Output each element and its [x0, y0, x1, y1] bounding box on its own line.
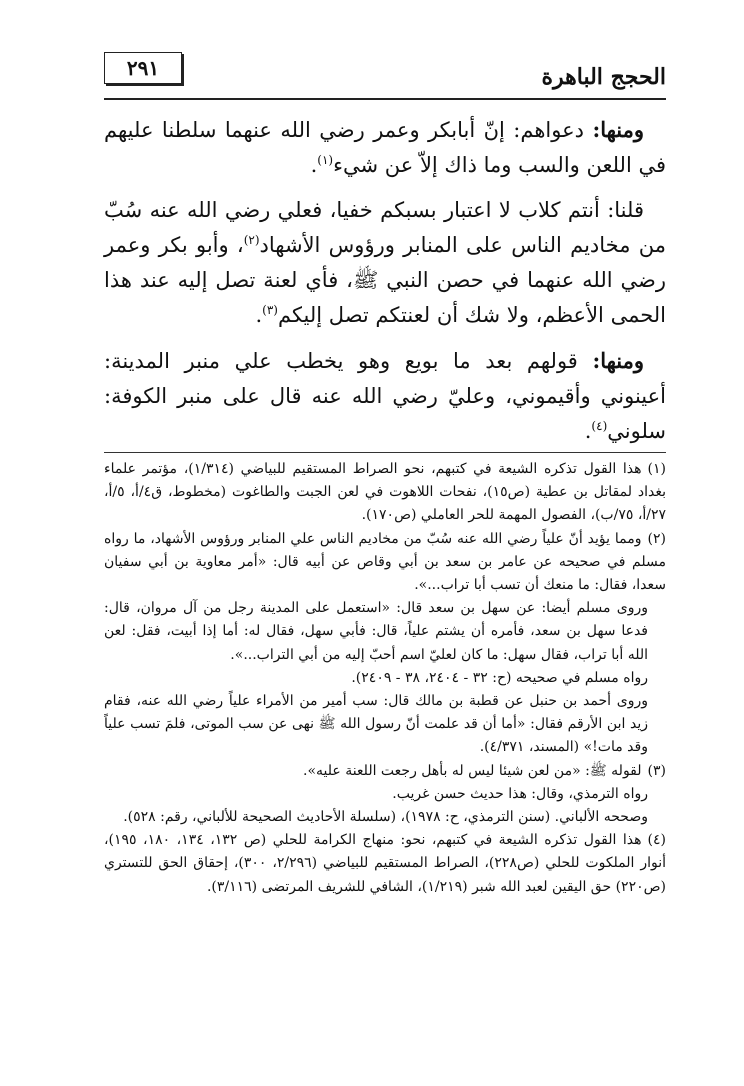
main-text	[104, 112, 666, 459]
footnote-ref[interactable]: (١)	[317, 153, 334, 167]
header-rule	[104, 98, 666, 100]
page-number: ٢٩١	[104, 52, 182, 84]
page-header	[104, 52, 666, 100]
footnote-ref[interactable]: (٣)	[262, 303, 278, 317]
footnote-2-continued: وروى مسلم أيضا: عن سهل بن سعد قال: «استعمل على المدينة رجل من آل مروان، قال: فدعا سهل بن سعد، فأمره أن يشتم علياً، قال: فأبي سهل، فقال له: أما إذا أبيت، فقل: لعن الله أبا تراب، فقال سهل: ما كان لعليّ اسم أحبّ إليه من أبي التراب...».	[104, 600, 648, 663]
running-title: الحجج الباهرة	[541, 64, 666, 90]
paragraph-text: قولهم بعد ما بويع وهو يخطب علي منبر المدينة: أعينوني وأقيموني، وعليّ رضي الله عنه قال على منبر الكوفة: سلوني	[104, 349, 666, 443]
footnote-text: هذا القول تذكره الشيعة في كتبهم، نحو: منهاج الكرامة للحلي (ص ١٣٢، ١٣٤، ١٨٠، ١٩٥)، أنوار الملكوت للحلي (ص٢٢٨)، الصراط المستقيم للبياضي (٢/٢٩٦، ٣٠٠)، إحقاق الحق للتستري (ص٢٢٠) حق اليقين لعبد الله شبر (١/٢١٩)، الشافي للشريف المرتضى (٣/١١٦).	[104, 832, 667, 895]
footnote-divider	[104, 452, 666, 453]
paragraph-text: ، وأبو بكر وعمر رضي الله عنهما في حصن النبي ﷺ، فأي لعنة تصل إليه عند هذا الحمى الأعظم، ولا شك أن لعنتكم تصل إليكم	[104, 233, 666, 327]
paragraph-1: ومنها: دعواهم: إنّ أبابكر وعمر رضي الله عنهما سلطنا عليهم في اللعن والسب وما ذاك إلاّ عن شيء$^{(١)}$.	[104, 117, 666, 177]
footnote-3	[104, 760, 666, 783]
footnote-3-continued: رواه الترمذي، وقال: هذا حديث حسن غريب.	[392, 785, 648, 802]
footnote-3-continued: وصححه الألباني. (سنن الترمذي، ح: ١٩٧٨)، (سلسلة الأحاديث الصحيحة للألباني، رقم: ٥٢٨).	[123, 809, 648, 826]
footnote-ref[interactable]: (٤)	[591, 419, 608, 433]
footnote-text: لقوله ﷺ: «من لعن شيئا ليس له بأهل رجعت اللعنة عليه».	[303, 762, 642, 779]
footnote-number: (١)	[647, 461, 667, 477]
paragraph-2: قلنا: أنتم كلاب لا اعتبار بسبكم خفيا، فعلي رضي الله عنه سُبّ من مخاديم الناس على المنابر ورؤوس الأشهاد$^{(٢)}$، وأبو بكر وعمر رضي الله عنهما في حصن النبي ﷺ، فأي لعنة تصل إليه عند هذا الحمى الأعظم، ولا شك أن لعنتكم تصل إليكم$^{(٣)}$.	[104, 198, 666, 327]
footnote-text: ومما يؤيد أنّ علياً رضي الله عنه سُبّ من مخاديم الناس علي المنابر ورؤوس الأشهاد، ما رواه مسلم في صحيحه عن عامر بن سعد بن أبي وقاص عن أبيه قال: «أمر معاوية بن أبي سفيان سعدا، فقال: ما منعك أن تسب أبا تراب...».	[104, 530, 666, 594]
footnote-number: (٤)	[647, 832, 667, 849]
footnotes	[104, 458, 666, 899]
footnote-ref[interactable]: (٢)	[243, 233, 260, 247]
footnote-2-continued: رواه مسلم في صحيحه (ح: ٣٢ - ٢٤٠٤، ٣٨ - ٢٤٠٩).	[351, 669, 648, 686]
paragraph-text: قلنا: أنتم كلاب لا اعتبار بسبكم خفيا، فعلي رضي الله عنه سُبّ من مخاديم الناس على المنابر ورؤوس الأشهاد	[104, 198, 666, 257]
paragraph-lead: ومنها:	[592, 348, 644, 373]
footnote-2	[104, 528, 666, 598]
footnote-1	[104, 458, 666, 528]
footnote-2-continued: وروى أحمد بن حنبل عن قطبة بن مالك قال: سب أمير من الأمراء علياً رضي الله عنه، فقام زيد ابن الأرقم فقال: «أما أن قد علمت أنّ رسول الله ﷺ نهى عن سب الموتى، فلمَ تسب علياً وقد مات!» (المسند، ٤/٣٧١).	[104, 693, 648, 756]
paragraph-lead: ومنها:	[592, 117, 644, 142]
paragraph-3: ومنها: قولهم بعد ما بويع وهو يخطب علي منبر المدينة: أعينوني وأقيموني، وعليّ رضي الله عنه قال على منبر الكوفة: سلوني$^{(٤)}$.	[104, 348, 666, 443]
footnote-number: (٣)	[647, 762, 666, 779]
footnote-4	[104, 829, 666, 899]
footnote-text: هذا القول تذكره الشيعة في كتبهم، نحو الصراط المستقيم للبياضي (١/٣١٤)، مؤتمر علماء بغداد لمقاتل بن عطية (ص١٥)، نفحات اللاهوت في لعن الجبت والطاغوت (مخطوط، ق٤/أ، ٥/أ، ٢٧/أ، ٧٥/ب)، الفصول المهمة للحر العاملي (ص١٧٠).	[104, 461, 667, 524]
footnote-number: (٢)	[647, 530, 666, 547]
paragraph-text: دعواهم: إنّ أبابكر وعمر رضي الله عنهما سلطنا عليهم في اللعن والسب وما ذاك إلاّ عن شيء	[104, 118, 666, 177]
